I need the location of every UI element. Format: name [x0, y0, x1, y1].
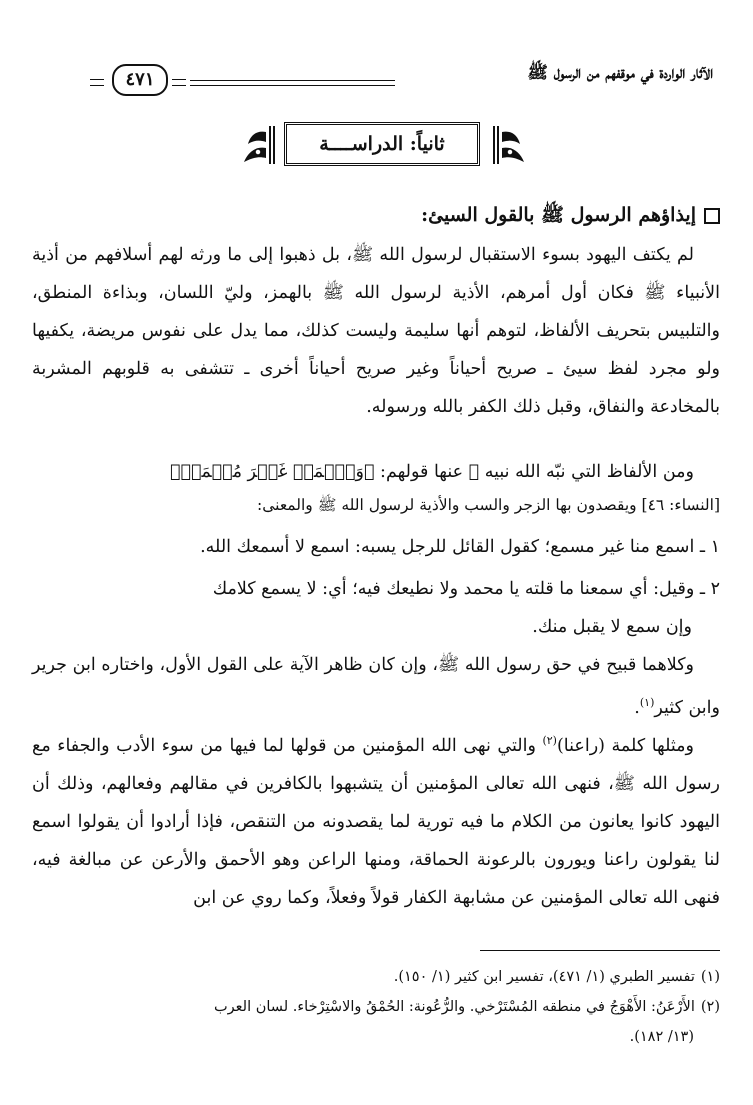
section-heading — [240, 120, 528, 172]
paragraph-1: لم يكتف اليهود بسوء الاستقبال لرسول الله ﷺ، بل ذهبوا إلى ما ورثه لهم أسلافهم من أذية الأنبياء ﷺ فكان أول أمرهم، الأذية لرسول الله ﷺ بالهمز، وليّ اللسان، وبذاءة المنطق، والتلبيس بتحريف الألفاظ، لتوهم أنها سليمة وليست كذلك، مما يدل على نفوس مريضة، يكفيها ولو مجرد لفظ سيئ ـ صريح أحياناً وغير صريح أحياناً أخرى ـ تتشفى به قلوبهم المشربة بالمخادعة والنفاق، وقبل ذلك الكفر بالله ورسوله. — [32, 245, 720, 417]
page-number-badge — [90, 62, 186, 96]
paragraph-2-line-2: [النساء: ٤٦] ويقصدون بها الزجر والسب والأذية لرسول الله ﷺ والمعنى: — [257, 496, 720, 514]
list-item-2-line-1: ٢ ـ وقيل: أي سمعنا ما قلته يا محمد ولا نطيعك فيه؛ أي: لا يسمع كلامك — [212, 579, 720, 599]
paragraph-3: وكلاهما قبيح في حق رسول الله ﷺ، وإن كان ظاهر الآية على القول الأول، واختاره ابن جرير وابن كثير$^{(١)}$. — [32, 655, 720, 718]
page-number: ٤٧١ — [112, 64, 168, 96]
list-item-2 — [32, 570, 720, 646]
paragraph-3-text: وكلاهما قبيح في حق رسول الله ﷺ، وإن كان ظاهر الآية على القول الأول، واختاره ابن جرير وابن كثير — [32, 655, 720, 718]
paragraph-4-rest: والتي نهى الله المؤمنين من قولها لما فيها من سوء الأدب والجفاء مع رسول الله ﷺ، فنهى الله تعالى المؤمنين أن يتشبهوا بالكافرين في مقالهم وفعالهم، وذلك أن اليهود كانوا يعانون من الكلام ما فيه تورية لما يقصدونه من التنقص، فإذا أرادوا أن يقولوا اسمع لنا يقولون راعنا ويورون بالرعونة الحماقة، ومنها الراعن وهو الأحمق والأرعن عن مبالغة فيه، فنهى الله تعالى المؤمنين عن مشابهة الكفار قولاً وفعلاً، وكما روي عن ابن — [32, 735, 720, 908]
footnote-ref-2[interactable]: (٢) — [542, 734, 557, 747]
footnote-2 — [32, 992, 720, 1052]
floral-ornament-right-icon — [488, 122, 528, 168]
paragraph-4-start: ومثلها كلمة (راعنا) — [556, 735, 694, 756]
running-header — [80, 58, 713, 104]
topic-heading — [32, 196, 720, 234]
page-number-bar-right — [172, 79, 186, 86]
footnote-separator — [480, 950, 720, 951]
footnote-1 — [32, 962, 720, 992]
footnotes — [32, 962, 720, 1052]
footnote-text: الأَرْعَنُ: الأَهْوَجُ في منطقه المُسْتَرْخي. والرُّعُونة: الحُمْقُ والاسْتِرْخاء. لسان العرب — [214, 999, 695, 1015]
list-item-1: ١ ـ اسمع منا غير مسمع؛ كقول القائل للرجل يسبه: اسمع لا أسمعك الله. — [200, 537, 720, 557]
paragraph-4 — [32, 722, 720, 917]
topic-title: إيذاؤهم الرسول ﷺ بالقول السيئ: — [421, 204, 696, 226]
footnote-number: (١) — [700, 969, 720, 985]
header-rule — [190, 80, 395, 86]
section-title: ثانياً: الدراســــة — [284, 122, 480, 166]
footnote-text-continued: (١٣/ ١٨٢). — [629, 1029, 694, 1045]
footnote-text: تفسير الطبري (١/ ٤٧١)، تفسير ابن كثير (١/ ١٥٠). — [393, 969, 695, 985]
header-title: الآثار الواردة في موقفهم من الرسول ﷺ — [527, 63, 713, 83]
paragraph-2-line-1: ومن الألفاظ التي نبّه الله نبيه ﷺ عنها قولهم: ﴿وَٱسۡمَعۡ غَيۡرَ مُسۡمَعٖ﴾ — [169, 462, 694, 482]
floral-ornament-left-icon — [240, 122, 280, 168]
footnote-number: (٢) — [700, 999, 720, 1015]
list-item-2-line-2: وإن سمع لا يقبل منك. — [532, 617, 692, 637]
square-bullet-icon — [704, 208, 720, 224]
page-number-bar-left — [90, 79, 104, 86]
footnote-ref-1[interactable]: (١) — [639, 696, 655, 709]
